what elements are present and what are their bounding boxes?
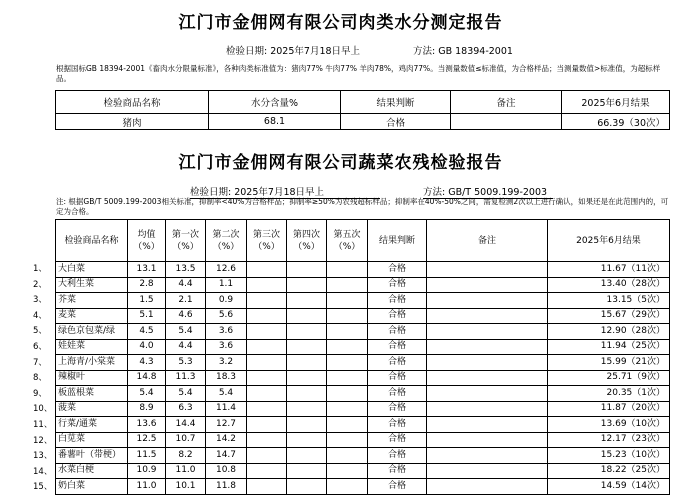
test-5-value bbox=[327, 401, 368, 417]
test-1-value: 10.1 bbox=[166, 479, 206, 495]
row-number: 4、 bbox=[33, 310, 47, 321]
test-2-value: 11.8 bbox=[206, 479, 247, 495]
test-2-value: 3.2 bbox=[206, 355, 247, 371]
test-3-value bbox=[247, 324, 287, 340]
table-row bbox=[56, 277, 670, 293]
test-3-value bbox=[247, 417, 287, 433]
remark bbox=[427, 370, 548, 386]
header-product-name: 检验商品名称 bbox=[56, 220, 128, 262]
last-month-result: 18.22（25次） bbox=[548, 463, 670, 479]
test-1-value: 11.3 bbox=[166, 370, 206, 386]
product-name: 猪肉 bbox=[56, 114, 209, 130]
average-value: 12.5 bbox=[128, 432, 166, 448]
test-1-value: 10.7 bbox=[166, 432, 206, 448]
average-value: 2.8 bbox=[128, 277, 166, 293]
average-value: 4.5 bbox=[128, 324, 166, 340]
result-judgement: 合格 bbox=[368, 262, 427, 278]
table-row bbox=[56, 417, 670, 433]
row-number: 1、 bbox=[33, 264, 47, 274]
product-name: 绿色京包菜/绿 bbox=[56, 324, 128, 340]
test-4-value bbox=[287, 293, 327, 309]
test-2-value: 14.7 bbox=[206, 448, 247, 464]
header-remark: 备注 bbox=[451, 91, 562, 114]
test-5-value bbox=[327, 293, 368, 309]
test-2-value: 3.6 bbox=[206, 339, 247, 355]
table-row bbox=[56, 448, 670, 464]
table-row bbox=[56, 293, 670, 309]
row-number: 7、 bbox=[33, 357, 47, 368]
result-judgement: 合格 bbox=[368, 417, 427, 433]
remark bbox=[427, 339, 548, 355]
veg-standard-note: 注: 根据GB/T 5009.199-2003相关标准，抑制率<40%为合格样品；抑制率≥50%为农残超标样品；抑制率在40%-50%之间，需复检测2次以上进行确认，如果还是在此范围内的，可定为合格。 bbox=[56, 197, 669, 216]
row-number: 5、 bbox=[33, 326, 47, 337]
test-5-value bbox=[327, 432, 368, 448]
test-5-value bbox=[327, 355, 368, 371]
header-last-month: 2025年6月结果 bbox=[562, 91, 670, 114]
test-5-value bbox=[327, 463, 368, 479]
row-number: 11、 bbox=[33, 420, 53, 430]
product-name: 上海青/小棠菜 bbox=[56, 355, 128, 371]
veg-report-title: 江门市金佣网有限公司蔬菜农残检验报告 bbox=[178, 153, 503, 173]
moisture-value: 68.1 bbox=[209, 114, 341, 130]
header-test-5: 第五次（%） bbox=[327, 220, 368, 262]
meat-standard-note: 根据国标GB 18394-2001《畜肉水分限量标准》，各种肉类标准值为：猪肉77% 牛肉77% 羊肉78%，鸡肉77%。当测量数值≤标准值，为合格样品；当测量数值>标准值，为超标样品。 bbox=[56, 64, 661, 83]
test-3-value bbox=[247, 386, 287, 402]
test-5-value bbox=[327, 370, 368, 386]
product-name: 白苋菜 bbox=[56, 432, 128, 448]
test-4-value bbox=[287, 339, 327, 355]
test-3-value bbox=[247, 293, 287, 309]
product-name: 菠菜 bbox=[56, 401, 128, 417]
header-product-name: 检验商品名称 bbox=[56, 91, 209, 114]
remark bbox=[427, 401, 548, 417]
row-number: 3、 bbox=[33, 295, 47, 306]
test-4-value bbox=[287, 386, 327, 402]
test-3-value bbox=[247, 370, 287, 386]
test-1-value: 4.4 bbox=[166, 277, 206, 293]
header-remark: 备注 bbox=[427, 220, 548, 262]
product-name: 芥菜 bbox=[56, 293, 128, 309]
test-2-value: 10.8 bbox=[206, 463, 247, 479]
last-month-result: 15.99（21次） bbox=[548, 355, 670, 371]
table-row bbox=[56, 370, 670, 386]
row-number: 6、 bbox=[33, 342, 47, 352]
test-5-value bbox=[327, 479, 368, 495]
last-month-result: 12.17（23次） bbox=[548, 432, 670, 448]
meat-table-header bbox=[56, 91, 670, 114]
test-1-value: 14.4 bbox=[166, 417, 206, 433]
test-1-value: 4.6 bbox=[166, 308, 206, 324]
header-test-2: 第二次（%） bbox=[206, 220, 247, 262]
test-4-value bbox=[287, 401, 327, 417]
table-row bbox=[56, 339, 670, 355]
last-month-result: 15.67（29次） bbox=[548, 308, 670, 324]
average-value: 4.0 bbox=[128, 339, 166, 355]
last-month-result: 66.39（30次） bbox=[562, 114, 670, 130]
table-row bbox=[56, 355, 670, 371]
test-4-value bbox=[287, 463, 327, 479]
test-3-value bbox=[247, 479, 287, 495]
last-month-result: 20.35（1次） bbox=[548, 386, 670, 402]
test-4-value bbox=[287, 417, 327, 433]
veg-table-header bbox=[56, 220, 670, 262]
product-name: 板蓝根菜 bbox=[56, 386, 128, 402]
test-5-value bbox=[327, 324, 368, 340]
remark bbox=[427, 355, 548, 371]
test-2-value: 11.4 bbox=[206, 401, 247, 417]
table-row bbox=[56, 114, 670, 130]
test-2-value: 0.9 bbox=[206, 293, 247, 309]
average-value: 10.9 bbox=[128, 463, 166, 479]
remark bbox=[427, 324, 548, 340]
table-row bbox=[56, 262, 670, 278]
product-name: 大利生菜 bbox=[56, 277, 128, 293]
test-4-value bbox=[287, 324, 327, 340]
test-2-value: 12.7 bbox=[206, 417, 247, 433]
average-value: 13.1 bbox=[128, 262, 166, 278]
header-test-3: 第三次（%） bbox=[247, 220, 287, 262]
product-name: 水菜白梗 bbox=[56, 463, 128, 479]
result-judgement: 合格 bbox=[368, 432, 427, 448]
test-4-value bbox=[287, 262, 327, 278]
result-judgement: 合格 bbox=[368, 370, 427, 386]
product-name: 辣椒叶 bbox=[56, 370, 128, 386]
result-judgement: 合格 bbox=[368, 324, 427, 340]
test-1-value: 2.1 bbox=[166, 293, 206, 309]
result-judgement: 合格 bbox=[368, 479, 427, 495]
average-value: 13.6 bbox=[128, 417, 166, 433]
table-row bbox=[56, 324, 670, 340]
last-month-result: 11.94（25次） bbox=[548, 339, 670, 355]
row-number: 13、 bbox=[33, 451, 53, 462]
test-1-value: 13.5 bbox=[166, 262, 206, 278]
remark bbox=[427, 308, 548, 324]
result-judgement: 合格 bbox=[368, 277, 427, 293]
row-number: 14、 bbox=[33, 466, 53, 477]
test-1-value: 5.3 bbox=[166, 355, 206, 371]
header-test-4: 第四次（%） bbox=[287, 220, 327, 262]
product-name: 行菜/通菜 bbox=[56, 417, 128, 433]
row-number: 15、 bbox=[33, 482, 53, 493]
test-1-value: 4.4 bbox=[166, 339, 206, 355]
average-value: 5.4 bbox=[128, 386, 166, 402]
test-1-value: 11.0 bbox=[166, 463, 206, 479]
result-judgement: 合格 bbox=[341, 114, 451, 130]
row-number: 9、 bbox=[33, 388, 47, 399]
header-result: 结果判断 bbox=[368, 220, 427, 262]
last-month-result: 13.15（5次） bbox=[548, 293, 670, 309]
test-2-value: 18.3 bbox=[206, 370, 247, 386]
product-name: 娃娃菜 bbox=[56, 339, 128, 355]
test-3-value bbox=[247, 339, 287, 355]
result-judgement: 合格 bbox=[368, 401, 427, 417]
test-1-value: 8.2 bbox=[166, 448, 206, 464]
test-3-value bbox=[247, 463, 287, 479]
test-3-value bbox=[247, 401, 287, 417]
test-4-value bbox=[287, 448, 327, 464]
row-number: 10、 bbox=[33, 404, 53, 415]
meat-result-table bbox=[55, 90, 670, 130]
result-judgement: 合格 bbox=[368, 386, 427, 402]
result-judgement: 合格 bbox=[368, 448, 427, 464]
test-3-value bbox=[247, 262, 287, 278]
product-name: 番薯叶（带梗） bbox=[56, 448, 128, 464]
table-row bbox=[56, 401, 670, 417]
remark bbox=[427, 417, 548, 433]
test-5-value bbox=[327, 262, 368, 278]
test-2-value: 1.1 bbox=[206, 277, 247, 293]
veg-inspection-date: 检验日期: 2025年7月18日早上 bbox=[190, 184, 380, 199]
result-judgement: 合格 bbox=[368, 463, 427, 479]
meat-report-title: 江门市金佣网有限公司肉类水分测定报告 bbox=[178, 13, 503, 33]
veg-result-table bbox=[55, 219, 670, 495]
remark bbox=[427, 277, 548, 293]
last-month-result: 11.67（11次） bbox=[548, 262, 670, 278]
test-2-value: 14.2 bbox=[206, 432, 247, 448]
row-number: 12、 bbox=[33, 435, 53, 446]
product-name: 大白菜 bbox=[56, 262, 128, 278]
header-test-1: 第一次（%） bbox=[166, 220, 206, 262]
test-1-value: 5.4 bbox=[166, 386, 206, 402]
product-name: 麦菜 bbox=[56, 308, 128, 324]
test-1-value: 5.4 bbox=[166, 324, 206, 340]
meat-method: 方法: GB 18394-2001 bbox=[413, 46, 513, 57]
table-row bbox=[56, 479, 670, 495]
test-2-value: 3.6 bbox=[206, 324, 247, 340]
average-value: 5.1 bbox=[128, 308, 166, 324]
row-number: 2、 bbox=[33, 279, 47, 290]
test-4-value bbox=[287, 308, 327, 324]
last-month-result: 12.90（28次） bbox=[548, 324, 670, 340]
row-number: 8、 bbox=[33, 373, 47, 384]
test-3-value bbox=[247, 432, 287, 448]
table-row bbox=[56, 463, 670, 479]
test-2-value: 5.6 bbox=[206, 308, 247, 324]
last-month-result: 25.71（9次） bbox=[548, 370, 670, 386]
test-3-value bbox=[247, 277, 287, 293]
header-moisture: 水分含量% bbox=[209, 91, 341, 114]
test-3-value bbox=[247, 355, 287, 371]
result-judgement: 合格 bbox=[368, 355, 427, 371]
last-month-result: 11.87（20次） bbox=[548, 401, 670, 417]
average-value: 1.5 bbox=[128, 293, 166, 309]
result-judgement: 合格 bbox=[368, 308, 427, 324]
result-judgement: 合格 bbox=[368, 339, 427, 355]
remark bbox=[451, 114, 562, 130]
result-judgement: 合格 bbox=[368, 293, 427, 309]
test-4-value bbox=[287, 355, 327, 371]
test-5-value bbox=[327, 417, 368, 433]
test-5-value bbox=[327, 308, 368, 324]
test-4-value bbox=[287, 479, 327, 495]
last-month-result: 13.69（10次） bbox=[548, 417, 670, 433]
test-5-value bbox=[327, 277, 368, 293]
average-value: 14.8 bbox=[128, 370, 166, 386]
test-5-value bbox=[327, 386, 368, 402]
test-3-value bbox=[247, 448, 287, 464]
last-month-result: 14.59（14次） bbox=[548, 479, 670, 495]
test-4-value bbox=[287, 370, 327, 386]
test-1-value: 6.3 bbox=[166, 401, 206, 417]
remark bbox=[427, 448, 548, 464]
remark bbox=[427, 479, 548, 495]
test-4-value bbox=[287, 277, 327, 293]
remark bbox=[427, 262, 548, 278]
last-month-result: 13.40（28次） bbox=[548, 277, 670, 293]
product-name: 奶白菜 bbox=[56, 479, 128, 495]
remark bbox=[427, 293, 548, 309]
test-2-value: 12.6 bbox=[206, 262, 247, 278]
table-row bbox=[56, 308, 670, 324]
average-value: 4.3 bbox=[128, 355, 166, 371]
remark bbox=[427, 386, 548, 402]
veg-method: 方法: GB/T 5009.199-2003 bbox=[423, 184, 553, 199]
table-row bbox=[56, 386, 670, 402]
test-5-value bbox=[327, 448, 368, 464]
header-last-month: 2025年6月结果 bbox=[548, 220, 670, 262]
average-value: 11.0 bbox=[128, 479, 166, 495]
header-average: 均值（%） bbox=[128, 220, 166, 262]
meat-inspection-date: 检验日期: 2025年7月18日早上 bbox=[226, 46, 361, 57]
last-month-result: 15.23（10次） bbox=[548, 448, 670, 464]
average-value: 11.5 bbox=[128, 448, 166, 464]
test-5-value bbox=[327, 339, 368, 355]
average-value: 8.9 bbox=[128, 401, 166, 417]
test-2-value: 5.4 bbox=[206, 386, 247, 402]
test-4-value bbox=[287, 432, 327, 448]
remark bbox=[427, 432, 548, 448]
remark bbox=[427, 463, 548, 479]
test-3-value bbox=[247, 308, 287, 324]
table-row bbox=[56, 432, 670, 448]
header-result: 结果判断 bbox=[341, 91, 451, 114]
